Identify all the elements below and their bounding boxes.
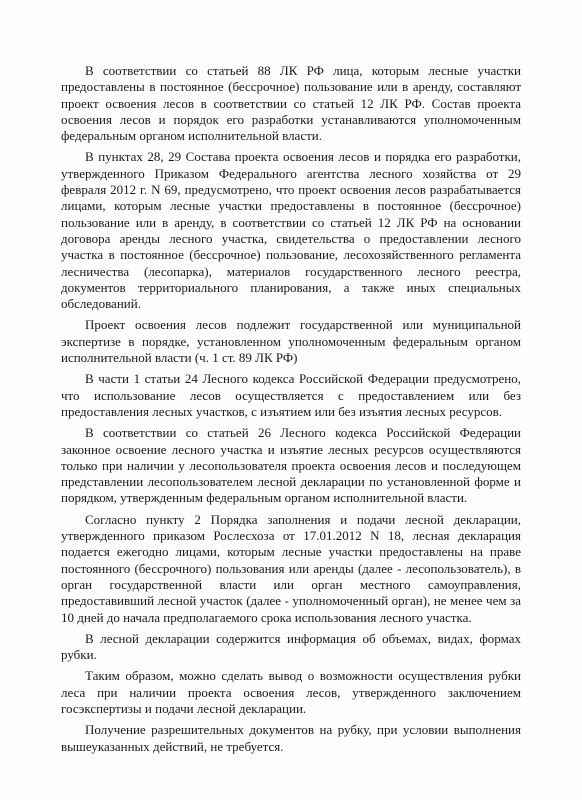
paragraph: Согласно пункту 2 Порядка заполнения и подачи лесной декларации, утвержденного приказом Рослесхоза от 17.01.2012 N 18, лесная декларация подается ежегодно лицами, которым лесные участки предоставлены на праве постоянного (бессрочного) пользования или аренды (далее - лесопользователь), в орган государственной власти или орган местного самоуправления, предоставивший лесной участок (далее - уполномоченный орган), не менее чем за 10 дней до начала предполагаемого срока использования лесного участка. bbox=[61, 511, 521, 625]
paragraph: В части 1 статьи 24 Лесного кодекса Российской Федерации предусмотрено, что использование лесов осуществляется с предоставлением или без предоставления лесных участков, с изъятием или без изъятия лесных ресурсов. bbox=[61, 371, 521, 419]
paragraph: В соответствии со статьей 26 Лесного кодекса Российской Федерации законное освоение лесного участка и изъятие лесных ресурсов осуществляются только при наличии у лесопользователя проекта освоения лесов и последующем представлении лесопользователем лесной декларации по установленной форме и порядком, утвержденным федеральным органом исполнительной власти. bbox=[61, 425, 521, 506]
paragraph: Таким образом, можно сделать вывод о возможности осуществления рубки леса при наличии проекта освоения лесов, утвержденного заключением госэкспертизы и подачи лесной декларации. bbox=[61, 668, 521, 716]
paragraph: В соответствии со статьей 88 ЛК РФ лица, которым лесные участки предоставлены в постоянное (бессрочное) пользование или в аренду, составляют проект освоения лесов в соответствии со статьей 12 ЛК РФ. Состав проекта освоения лесов и порядок его разработки устанавливаются уполномоченным федеральным органом исполнительной власти. bbox=[61, 63, 521, 144]
paragraph: В лесной декларации содержится информация об объемах, видах, формах рубки. bbox=[61, 630, 521, 663]
paragraph: В пунктах 28, 29 Состава проекта освоения лесов и порядка его разработки, утвержденного Приказом Федерального агентства лесного хозяйства от 29 февраля 2012 г. N 69, предусмотрено, что проект освоения лесов разрабатывается лицами, которым лесные участки предоставлены в постоянное (бессрочное) пользование или в аренду, в соответствии со статьей 12 ЛК РФ на основании договора аренды лесного участка, свидетельства о предоставлении лесного участка в постоянное (бессрочное) пользование, лесохозяйственного регламента лесничества (лесопарка), материалов государственного лесного реестра, документов территориального планирования, а также иных специальных обследований. bbox=[61, 149, 521, 312]
document-body bbox=[61, 63, 521, 760]
paragraph: Проект освоения лесов подлежит государственной или муниципальной экспертизе в порядке, установленном уполномоченным федеральным органом исполнительной власти (ч. 1 ст. 89 ЛК РФ) bbox=[61, 317, 521, 366]
paragraph: Получение разрешительных документов на рубку, при условии выполнения вышеуказанных действий, не требуется. bbox=[61, 722, 521, 754]
